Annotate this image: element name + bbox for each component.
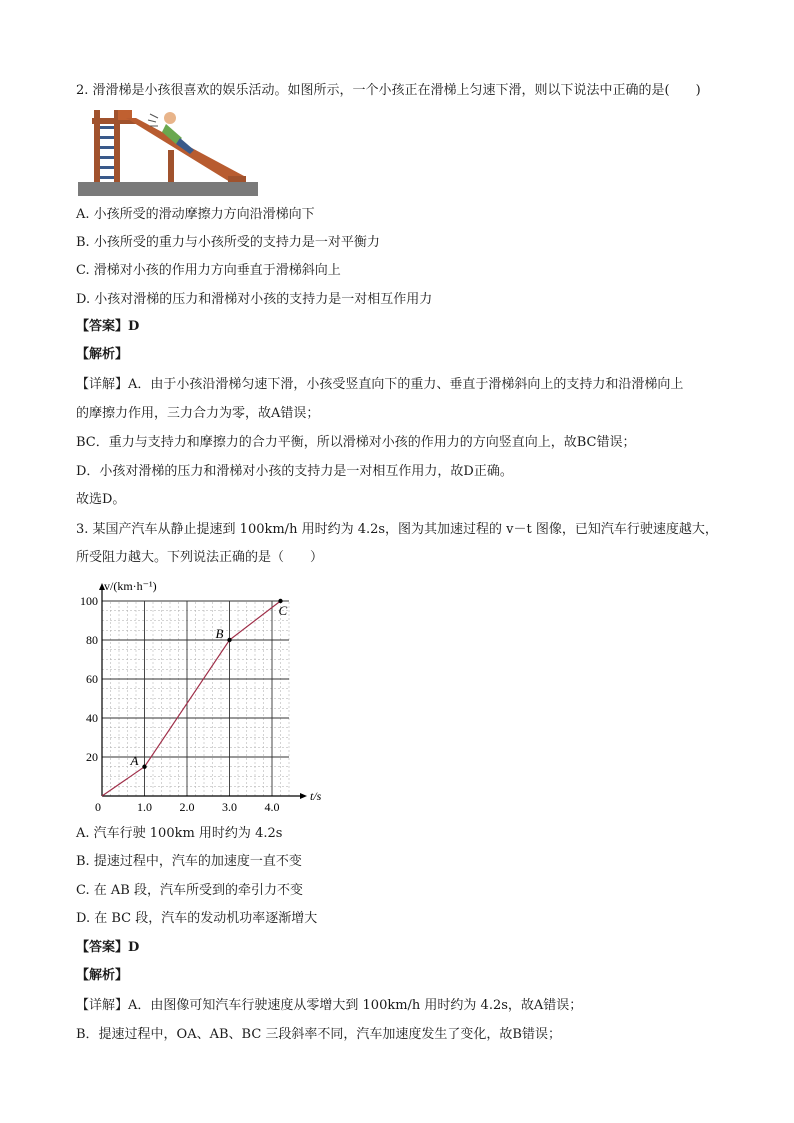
q2-analysis-title: 【解析】	[76, 347, 129, 362]
x-tick-label: 0	[95, 800, 101, 812]
y-tick-label: 40	[86, 711, 98, 725]
point-label-A: A	[130, 752, 139, 768]
x-tick-label: 2.0	[179, 800, 195, 812]
x-tick-label: 1.0	[137, 800, 152, 812]
q2-detail-3: BC．重力与支持力和摩擦力的合力平衡，所以滑梯对小孩的作用力的方向竖直向上，故BC错误；	[76, 435, 636, 450]
q2-detail-5: 故选D。	[76, 492, 126, 507]
q2-option-a: A. 小孩所受的滑动摩擦力方向沿滑梯向下	[76, 207, 315, 222]
q3-stem-line1: 3. 某国产汽车从静止提速到 100km/h 用时约为 4.2s，图为其加速过程的 v－t 图像，已知汽车行驶速度越大，	[76, 522, 718, 537]
q3-option-b: B. 提速过程中，汽车的加速度一直不变	[76, 854, 302, 869]
q3-detail-2: B．提速过程中，OA、AB、BC 三段斜率不同，汽车加速度发生了变化，故B错误；	[76, 1027, 561, 1042]
q2-answer: 【答案】D	[76, 319, 140, 334]
y-tick-label: 80	[86, 633, 98, 647]
q3-answer: 【答案】D	[76, 940, 140, 955]
q2-option-b: B. 小孩所受的重力与小孩所受的支持力是一对平衡力	[76, 235, 380, 250]
point-label-B: B	[215, 626, 224, 641]
slide-illustration	[78, 104, 258, 198]
q3-analysis-title: 【解析】	[76, 968, 129, 983]
q3-option-a: A. 汽车行驶 100km 用时约为 4.2s	[76, 826, 283, 841]
q3-detail-1: 【详解】A．由图像可知汽车行驶速度从零增大到 100km/h 用时约为 4.2s，故A错误；	[76, 998, 583, 1013]
q3-option-d: D. 在 BC 段，汽车的发动机功率逐渐增大	[76, 911, 318, 926]
y-tick-label: 100	[80, 594, 98, 608]
point-A	[142, 765, 146, 769]
q2-stem: 2. 滑滑梯是小孩很喜欢的娱乐活动。如图所示，一个小孩正在滑梯上匀速下滑，则以下说法中正确的是( )	[76, 83, 701, 98]
point-B	[227, 638, 231, 642]
y-tick-label: 60	[86, 672, 98, 686]
x-tick-label: 4.0	[264, 800, 280, 812]
q2-detail-1: 【详解】A．由于小孩沿滑梯匀速下滑，小孩受竖直向下的重力、垂直于滑梯斜向上的支持力和沿滑梯向上	[76, 377, 684, 392]
q2-detail-2: 的摩擦力作用，三力合力为零，故A错误；	[76, 406, 320, 421]
point-label-C: C	[278, 603, 288, 618]
y-axis-label: v/(km·h⁻¹)	[104, 579, 157, 593]
x-axis-label: t/s	[310, 789, 322, 803]
y-tick-label: 20	[86, 750, 98, 764]
q3-stem-line2: 所受阻力越大。下列说法正确的是（ ）	[76, 550, 324, 565]
x-tick-label: 3.0	[222, 800, 237, 812]
q2-option-d: D. 小孩对滑梯的压力和滑梯对小孩的支持力是一对相互作用力	[76, 292, 433, 307]
q2-detail-4: D．小孩对滑梯的压力和滑梯对小孩的支持力是一对相互作用力，故D正确。	[76, 464, 513, 479]
x-axis-arrow-icon	[300, 793, 307, 799]
q2-option-c: C. 滑梯对小孩的作用力方向垂直于滑梯斜向上	[76, 263, 341, 278]
q3-option-c: C. 在 AB 段，汽车所受到的牵引力不变	[76, 883, 303, 898]
vt-chart	[70, 572, 340, 812]
